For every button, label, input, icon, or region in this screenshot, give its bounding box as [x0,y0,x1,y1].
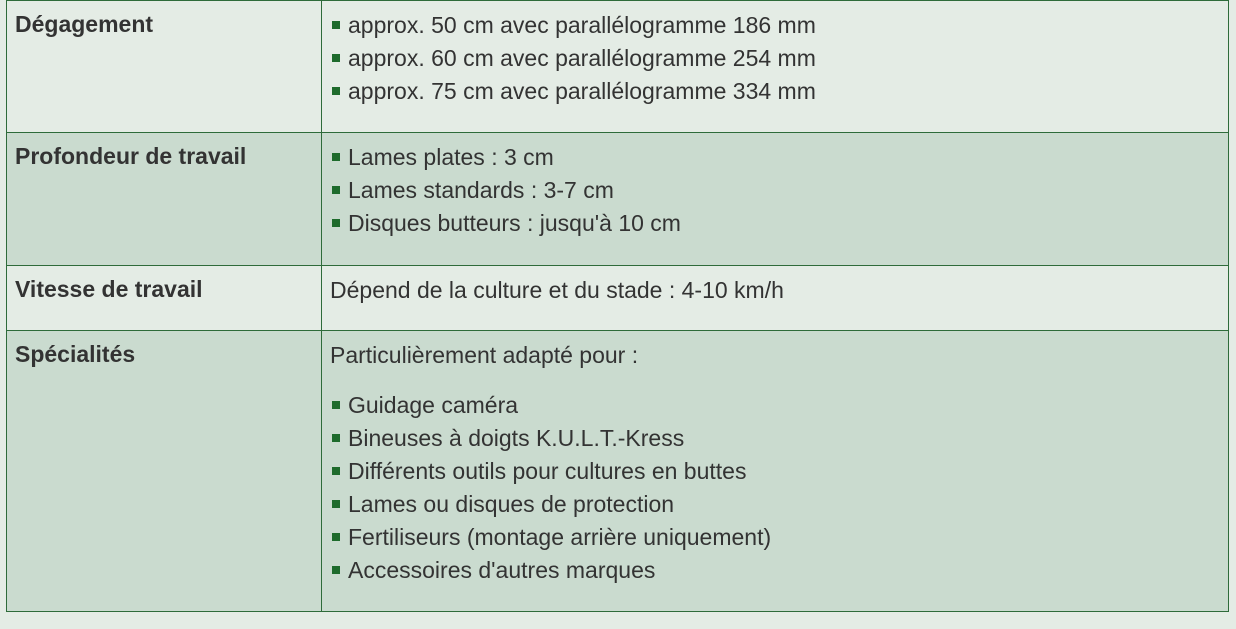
spec-value [322,1,1229,133]
spec-value [322,331,1229,612]
list-item: approx. 60 cm avec parallélogramme 254 mm [330,44,1228,77]
square-bullet-icon [332,500,340,508]
bullet-list [330,11,1228,110]
square-bullet-icon [332,566,340,574]
spec-value [322,266,1229,331]
spec-row-specialites [7,331,1229,612]
list-item: Lames plates : 3 cm [330,143,1228,176]
square-bullet-icon [332,153,340,161]
square-bullet-icon [332,434,340,442]
spec-label: Vitesse de travail [7,266,322,331]
spec-intro: Particulièrement adapté pour : [330,342,639,368]
spec-text: Dépend de la culture et du stade : 4-10 km/h [330,277,784,303]
spec-label: Dégagement [7,1,322,133]
square-bullet-icon [332,401,340,409]
spec-row-vitesse [7,266,1229,331]
square-bullet-icon [332,467,340,475]
square-bullet-icon [332,21,340,29]
square-bullet-icon [332,219,340,227]
bullet-list [330,391,1228,589]
list-item: Lames standards : 3-7 cm [330,176,1228,209]
square-bullet-icon [332,87,340,95]
spec-row-profondeur [7,133,1229,266]
spec-table [6,0,1229,612]
list-item: Lames ou disques de protection [330,490,1228,523]
spec-label: Spécialités [7,331,322,612]
list-item: Accessoires d'autres marques [330,556,1228,589]
square-bullet-icon [332,533,340,541]
spec-value [322,133,1229,266]
square-bullet-icon [332,186,340,194]
list-item: Différents outils pour cultures en buttes [330,457,1228,490]
list-item: Guidage caméra [330,391,1228,424]
bullet-list [330,143,1228,242]
list-item: Fertiliseurs (montage arrière uniquement) [330,523,1228,556]
list-item: approx. 75 cm avec parallélogramme 334 mm [330,77,1228,110]
spec-label: Profondeur de travail [7,133,322,266]
square-bullet-icon [332,54,340,62]
list-item: Disques butteurs : jusqu'à 10 cm [330,209,1228,242]
spec-row-degagement [7,1,1229,133]
list-item: approx. 50 cm avec parallélogramme 186 mm [330,11,1228,44]
list-item: Bineuses à doigts K.U.L.T.-Kress [330,424,1228,457]
